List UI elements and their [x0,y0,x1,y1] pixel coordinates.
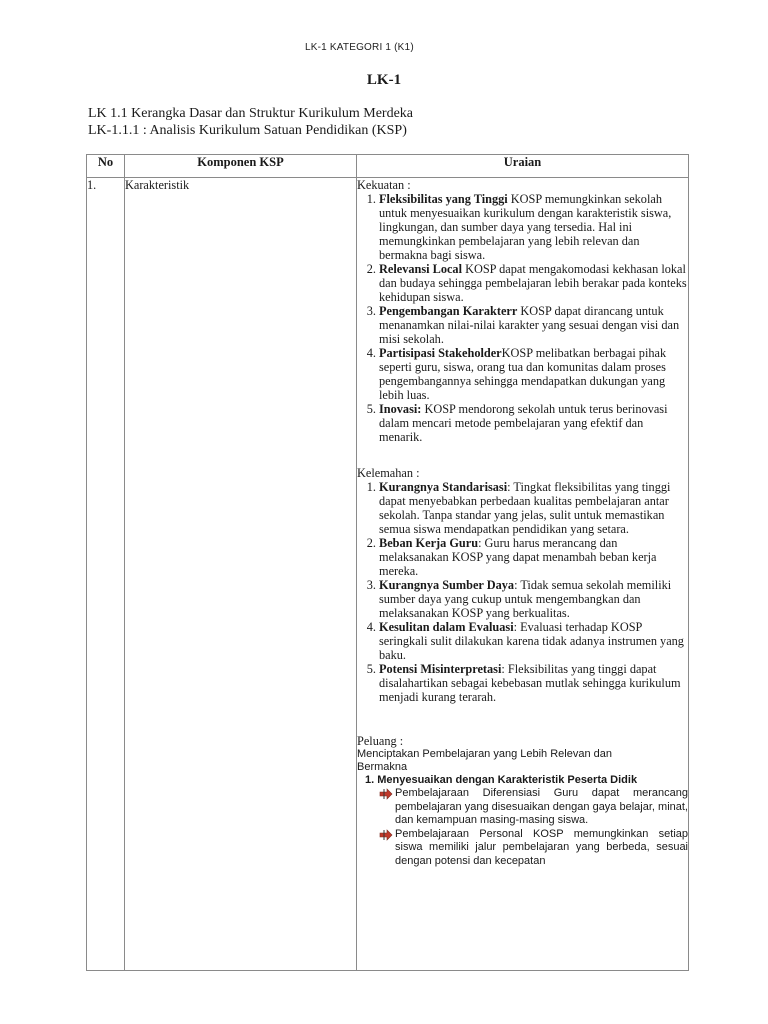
arrow-bullet-icon [379,829,393,841]
list-item: 2. Relevansi Local KOSP dapat mengakomodasi kekhasan lokal dan budaya sehingga pembelajaran lebih berakar pada konteks kehidupan siswa. [379,262,688,304]
col-header-komponen: Komponen KSP [125,155,357,178]
kelemahan-list [357,480,688,704]
peluang-label: Peluang : [357,734,404,748]
list-item: 4. Partisipasi StakeholderKOSP melibatkan berbagai pihak seperti guru, siswa, orang tua dan komunitas dalam proses pengembangannya sehingga mendapatkan dukungan yang lebih luas. [379,346,688,402]
subtitle-kerangka: LK 1.1 Kerangka Dasar dan Struktur Kurikulum Merdeka [88,106,414,121]
ksp-table [86,154,689,971]
peluang-bullet: Pembelajaraan Personal KOSP memungkinkan setiap siswa memiliki jalur pembelajaran yang berbeda, sesuai dengan potensi dan kecepatan [357,828,688,869]
kelemahan-label: Kelemahan : [357,466,420,480]
cell-uraian [357,178,689,971]
list-item: 5. Potensi Misinterpretasi: Fleksibilitas yang tinggi dapat disalahartikan sebagai kebebasan mutlak sehingga kurikulum menjadi kurang terarah. [379,662,688,704]
peluang-point-1: 1. Menyesuaikan dengan Karakteristik Peserta Didik [365,774,638,786]
peluang-bullet: Pembelajaraan Diferensiasi Guru dapat merancang pembelajaran yang disesuaikan dengan gaya belajar, minat, dan kemampuan masing-masing siswa. [357,787,688,828]
list-item: 1. Kurangnya Standarisasi: Tingkat fleksibilitas yang tinggi dapat menyebabkan perbedaan kualitas pembelajaran antar sekolah. Tanpa standar yang jelas, sulit untuk memastikan semua siswa mendapatkan pendidikan yang setara. [379,480,688,536]
table-header-row [87,155,689,178]
list-item: 1. Fleksibilitas yang Tinggi KOSP memungkinkan sekolah untuk menyesuaikan kurikulum dengan karakteristik siswa, lingkungan, dan sumber daya yang tersedia. Hal ini memungkinkan pembelajaran yang lebih relevan dan bermakna bagi siswa. [379,192,688,262]
list-item: 5. Inovasi: KOSP mendorong sekolah untuk terus berinovasi dalam mencari metode pembelajaran yang efektif dan menarik. [379,402,688,444]
kekuatan-label: Kekuatan : [357,178,411,192]
list-item: 3. Kurangnya Sumber Daya: Tidak semua sekolah memiliki sumber daya yang cukup untuk mengembangkan dan melaksanakan KOSP yang berkualitas. [379,578,688,620]
kekuatan-list [357,192,688,444]
peluang-heading-line1: Menciptakan Pembelajaran yang Lebih Relevan dan [357,748,613,760]
list-item: 4. Kesulitan dalam Evaluasi: Evaluasi terhadap KOSP seringkali sulit dilakukan karena tidak adanya instrumen yang baku. [379,620,688,662]
cell-komponen: Karakteristik [125,178,357,971]
list-item: 2. Beban Kerja Guru: Guru harus merancang dan melaksanakan KOSP yang dapat menambah beban kerja mereka. [379,536,688,578]
subtitle-analisis: LK-1.1.1 : Analisis Kurikulum Satuan Pendidikan (KSP) [88,123,407,138]
list-item: 3. Pengembangan Karakterr KOSP dapat dirancang untuk menanamkan nilai-nilai karakter yang sesuai dengan visi dan misi sekolah. [379,304,688,346]
page-title: LK-1 [366,72,402,88]
category-header: LK-1 KATEGORI 1 (K1) [305,42,414,53]
col-header-uraian: Uraian [357,155,689,178]
table-row [87,178,689,971]
arrow-bullet-icon [379,788,393,800]
peluang-heading-line2: Bermakna [357,761,408,773]
cell-no: 1. [87,178,125,971]
col-header-no: No [87,155,125,178]
